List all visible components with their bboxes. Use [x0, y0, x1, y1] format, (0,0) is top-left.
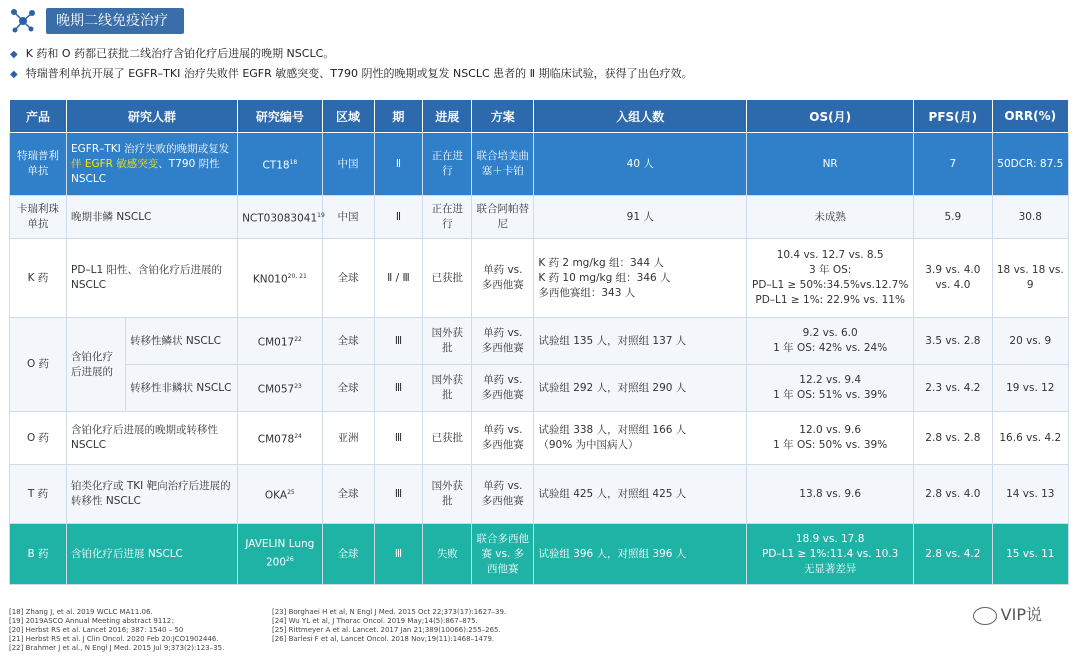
- table-header: 产品 研究人群 研究编号 区域 期 进展 方案 入组人数 OS(月) PFS(月) ORR(%): [10, 100, 1069, 133]
- logo-icon: [8, 6, 38, 36]
- wechat-icon: [973, 607, 997, 625]
- references-right: [23] Borghaei H et al, N Engl J Med. 2015 Oct 22;373(17):1627–39. [24] Wu YL et al, J Thorac Oncol. 2019 May;14(5):867–875. [25] Rittmeyer A et al. Lancet. 2017 Jan 21;389(10066):255–265. [26] Barlesi F et al, Lancet Oncol. 2018 Nov;19(11):1468–1479.: [272, 608, 507, 643]
- page-title: 晚期二线免疫治疗: [46, 8, 184, 34]
- references-left: [18] Zhang J, et al. 2019 WCLC MA11.06. [19] 2019ASCO Annual Meeting abstract 9112； [20] Herbst RS et al. Lancet 2016; 387: 1540 – 50 [21] Herbst RS et al. J Clin Oncol. 2020 Feb 20:JCO1902446. [22] Brahmer J et al., N Engl J Med. 2015 Jul 9;373(2):123–35.: [9, 608, 225, 652]
- table-row: 转移性非鳞状 NSCLC $CM057^{23}$ 全球 Ⅲ 国外获批 单药 vs. 多西他赛 试验组 292 人，对照组 290 人 12.2 vs. 9.4 1 年 OS: 51% vs. 39% 2.3 vs. 4.2 19 vs. 12: [10, 365, 1069, 412]
- table-row: B 药 含铂化疗后进展 NSCLC JAVELIN Lung $200^{26}$ 全球 Ⅲ 失败 联合多西他赛 vs. 多西他赛 试验组 396 人，对照组 396 人 18.9 vs. 17.8 PD–L1 ≥ 1%:11.4 vs. 10.3 无显著差异 2.8 vs. 4.2 15 vs. 11: [10, 524, 1069, 585]
- watermark: VIP说: [973, 602, 1042, 625]
- trial-table: [9, 99, 1069, 585]
- bullet-item: ◆ K 药和 O 药都已获批二线治疗含铂化疗后进展的晚期 NSCLC。: [10, 47, 335, 60]
- table-row: 特瑞普利单抗 EGFR–TKI 治疗失败的晚期或复发伴 EGFR 敏感突变、T790 阴性 NSCLC $CT18^{18}$ 中国 Ⅱ 正在进行 联合培美曲塞＋卡铂 40 人 NR 7 50DCR: 87.5: [10, 133, 1069, 196]
- table-row: T 药 铂类化疗或 TKI 靶向治疗后进展的转移性 NSCLC OKA$^{25}$ 全球 Ⅲ 国外获批 单药 vs. 多西他赛 试验组 425 人，对照组 425 人 13.8 vs. 9.6 2.8 vs. 4.0 14 vs. 13: [10, 465, 1069, 524]
- table-row: O 药 含铂化疗后进展的晚期或转移性 NSCLC $CM078^{24}$ 亚洲 Ⅲ 已获批 单药 vs. 多西他赛 试验组 338 人，对照组 166 人 （90% 为中国病人） 12.0 vs. 9.6 1 年 OS: 50% vs. 39% 2.8 vs. 2.8 16.6 vs. 4.2: [10, 412, 1069, 465]
- diamond-icon: ◆: [10, 49, 18, 60]
- bullet-item: ◆ 特瑞普利单抗开展了 EGFR–TKI 治疗失败伴 EGFR 敏感突变、T790 阴性的晚期或复发 NSCLC 患者的 Ⅱ 期临床试验，获得了出色疗效。: [10, 67, 693, 80]
- diamond-icon: ◆: [10, 69, 18, 80]
- table-row: O 药 含铂化疗后进展的 转移性鳞状 NSCLC $CM017^{22}$ 全球 Ⅲ 国外获批 单药 vs. 多西他赛 试验组 135 人，对照组 137 人 9.2 vs. 6.0 1 年 OS: 42% vs. 24% 3.5 vs. 2.8 20 vs. 9: [10, 318, 1069, 365]
- table-row: K 药 PD–L1 阳性、含铂化疗后进展的 NSCLC KN010$^{20, 21}$ 全球 Ⅱ / Ⅲ 已获批 单药 vs. 多西他赛 K 药 2 mg/kg 组：344 人 K 药 10 mg/kg 组：346 人 多西他赛组：343 人 10.4 vs. 12.7 vs. 8.5 3 年 OS: PD–L1 ≥ 50%:34.5%vs.12.7% PD–L1 ≥ 1%: 22.9% vs. 11% 3.9 vs. 4.0 vs. 4.0 18 vs. 18 vs. 9: [10, 239, 1069, 318]
- table-row: 卡瑞利珠单抗 晚期非鳞 NSCLC NCT03083041$^{19}$ 中国 Ⅱ 正在进行 联合阿帕替尼 91 人 未成熟 5.9 30.8: [10, 196, 1069, 239]
- bullet-list: [10, 44, 693, 84]
